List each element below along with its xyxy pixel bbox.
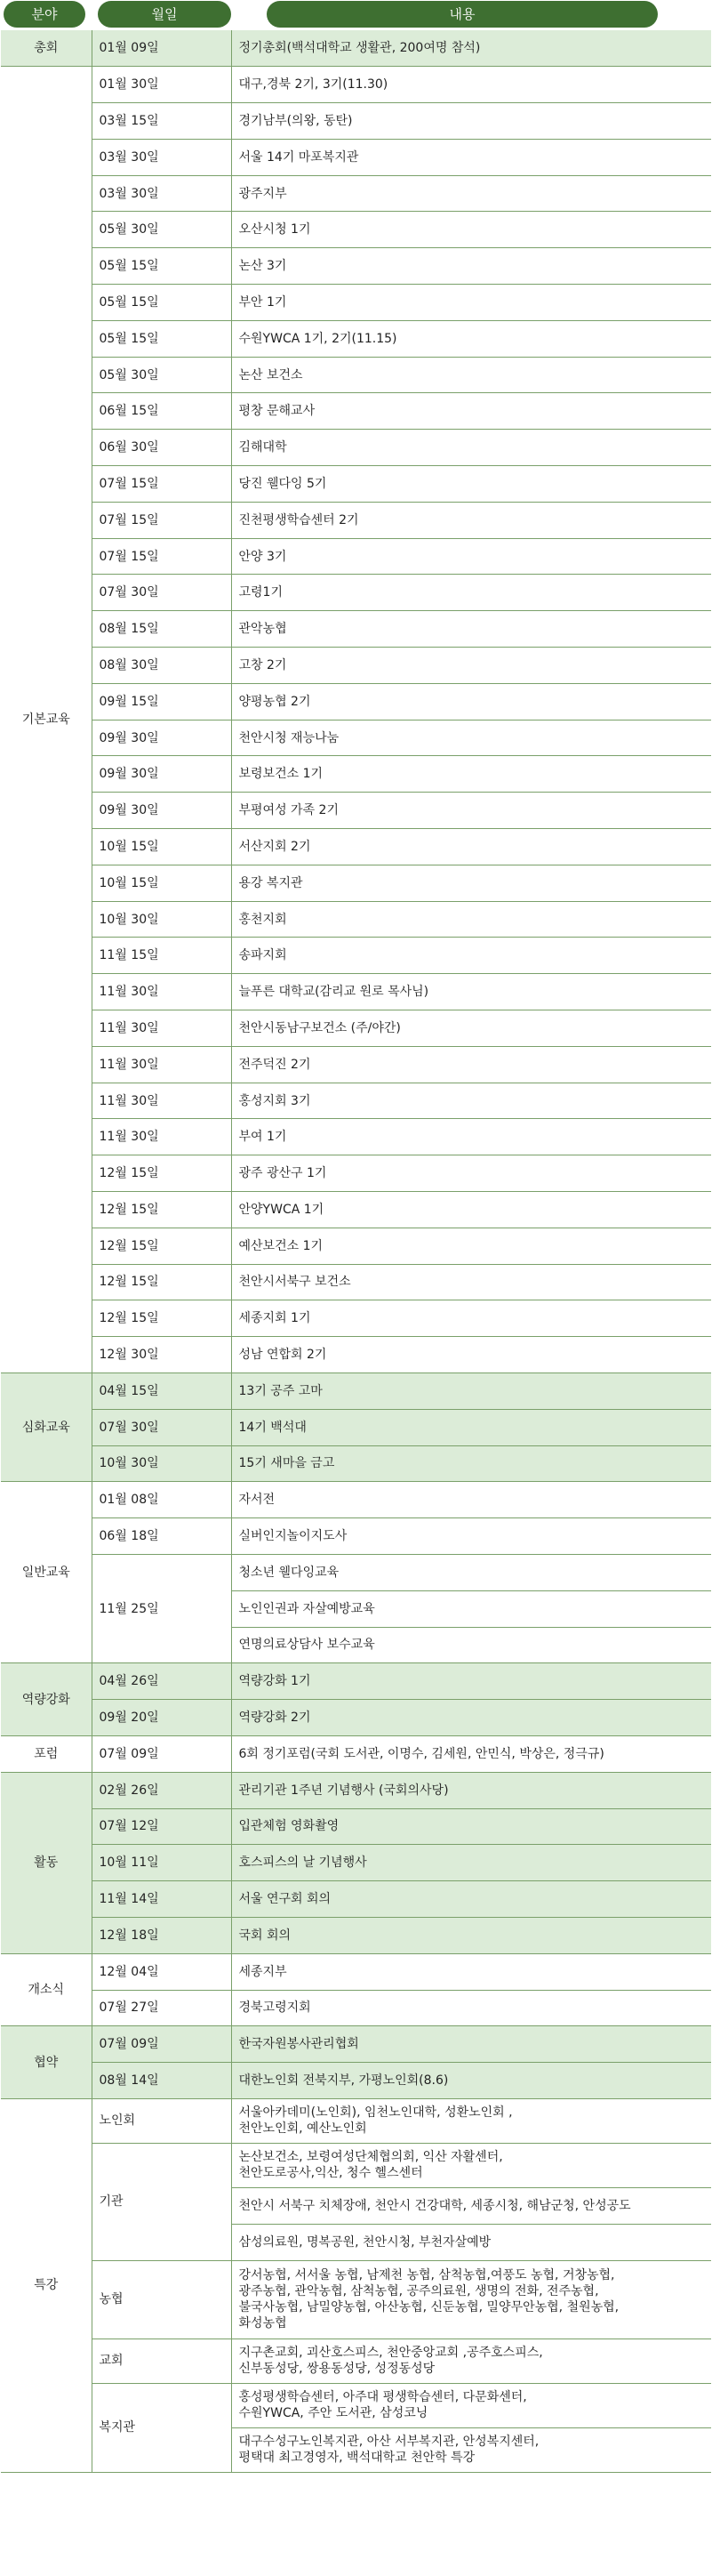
- date-cell: 09월 30일: [92, 756, 231, 793]
- content-cell: 평창 문해교사: [231, 393, 711, 430]
- table-row: [1, 466, 711, 503]
- date-cell: 11월 30일: [92, 974, 231, 1010]
- date-cell: 12월 04일: [92, 1953, 231, 1990]
- content-cell: 용강 복지관: [231, 865, 711, 901]
- table-row: [1, 67, 711, 103]
- date-cell: 04월 26일: [92, 1663, 231, 1700]
- date-cell: 11월 30일: [92, 1010, 231, 1047]
- table-row: [1, 1663, 711, 1700]
- subcategory-cell: 노인회: [92, 2098, 231, 2143]
- content-cell: 6회 정기포럼(국회 도서관, 이명수, 김세원, 안민식, 박상은, 정극규): [231, 1735, 711, 1772]
- date-cell: 07월 30일: [92, 575, 231, 611]
- content-cell: 청소년 웰다잉교육: [231, 1554, 711, 1590]
- date-cell: 07월 12일: [92, 1808, 231, 1845]
- content-cell: 논산 보건소: [231, 357, 711, 393]
- date-cell: 05월 30일: [92, 357, 231, 393]
- content-cell: 논산 3기: [231, 248, 711, 285]
- subcategory-cell: 교회: [92, 2339, 231, 2383]
- table-header: [0, 0, 712, 30]
- content-cell: 안양YWCA 1기: [231, 1192, 711, 1228]
- table-row: [1, 2339, 711, 2383]
- content-cell: 세종지회 1기: [231, 1300, 711, 1337]
- date-cell: 07월 27일: [92, 1990, 231, 2026]
- date-cell: 01월 08일: [92, 1482, 231, 1518]
- content-cell: 고창 2기: [231, 648, 711, 684]
- table-row: [1, 212, 711, 248]
- date-cell: 10월 11일: [92, 1845, 231, 1881]
- date-cell: 11월 30일: [92, 1083, 231, 1119]
- table-row: [1, 1192, 711, 1228]
- table-row: [1, 865, 711, 901]
- content-cell: 부여 1기: [231, 1119, 711, 1155]
- date-cell: 06월 30일: [92, 430, 231, 466]
- date-cell: 12월 15일: [92, 1228, 231, 1264]
- date-cell: 12월 15일: [92, 1192, 231, 1228]
- table-row: [1, 175, 711, 212]
- date-cell: 11월 30일: [92, 1119, 231, 1155]
- content-cell: 14기 백석대: [231, 1409, 711, 1445]
- content-cell: 국회 회의: [231, 1917, 711, 1953]
- category-cell: 특강: [1, 2098, 92, 2472]
- table-row: [1, 502, 711, 538]
- date-cell: 05월 15일: [92, 320, 231, 357]
- date-cell: 07월 15일: [92, 502, 231, 538]
- content-cell: 대구,경북 2기, 3기(11.30): [231, 67, 711, 103]
- date-cell: 11월 25일: [92, 1554, 231, 1662]
- table-row: [1, 648, 711, 684]
- table-row: [1, 1735, 711, 1772]
- content-cell: 입관체험 영화촬영: [231, 1808, 711, 1845]
- date-cell: 10월 15일: [92, 829, 231, 865]
- date-cell: 01월 09일: [92, 30, 231, 67]
- content-cell: 진천평생학습센터 2기: [231, 502, 711, 538]
- date-cell: 06월 18일: [92, 1518, 231, 1555]
- date-cell: 09월 20일: [92, 1700, 231, 1736]
- content-cell: 홍성지회 3기: [231, 1083, 711, 1119]
- content-cell: 당진 웰다잉 5기: [231, 466, 711, 503]
- date-cell: 08월 30일: [92, 648, 231, 684]
- table-row: [1, 1228, 711, 1264]
- content-cell: 천안시청 재능나눔: [231, 720, 711, 756]
- date-cell: 07월 09일: [92, 2026, 231, 2063]
- content-cell: 역량강화 1기: [231, 1663, 711, 1700]
- table-row: [1, 1990, 711, 2026]
- table-row: [1, 1808, 711, 1845]
- date-cell: 09월 30일: [92, 720, 231, 756]
- table-row: [1, 1373, 711, 1409]
- content-cell: 호스피스의 날 기념행사: [231, 1845, 711, 1881]
- table-row: [1, 139, 711, 175]
- date-cell: 12월 30일: [92, 1337, 231, 1373]
- table-row: [1, 1482, 711, 1518]
- date-cell: 03월 30일: [92, 139, 231, 175]
- date-cell: 11월 30일: [92, 1046, 231, 1083]
- table-row: [1, 1010, 711, 1047]
- content-cell: 실버인지놀이지도사: [231, 1518, 711, 1555]
- category-cell: 포럼: [1, 1735, 92, 1772]
- date-cell: 08월 14일: [92, 2063, 231, 2099]
- date-cell: 03월 15일: [92, 103, 231, 140]
- content-cell: 부안 1기: [231, 285, 711, 321]
- content-cell: 자서전: [231, 1482, 711, 1518]
- category-cell: 심화교육: [1, 1373, 92, 1481]
- table-row: [1, 357, 711, 393]
- date-cell: 05월 30일: [92, 212, 231, 248]
- content-cell: 보령보건소 1기: [231, 756, 711, 793]
- content-cell: 홍성평생학습센터, 아주대 평생학습센터, 다문화센터, 수원YWCA, 주안 도서관, 삼성코닝: [231, 2383, 711, 2427]
- content-cell: 천안시 서북구 치체장애, 천안시 건강대학, 세종시청, 해남군청, 안성공도: [231, 2187, 711, 2224]
- date-cell: 11월 14일: [92, 1881, 231, 1918]
- content-cell: 삼성의료원, 명복공원, 천안시청, 부천자살예방: [231, 2224, 711, 2260]
- table-row: [1, 1554, 711, 1590]
- content-cell: 홍천지회: [231, 901, 711, 938]
- table-row: [1, 103, 711, 140]
- content-cell: 고령1기: [231, 575, 711, 611]
- content-cell: 예산보건소 1기: [231, 1228, 711, 1264]
- content-cell: 광주지부: [231, 175, 711, 212]
- content-cell: 논산보건소, 보령여성단체협의회, 익산 자활센터, 천안도로공사,익산, 청수 헬스센터: [231, 2143, 711, 2187]
- table-row: [1, 1845, 711, 1881]
- date-cell: 01월 30일: [92, 67, 231, 103]
- content-cell: 서울 연구회 회의: [231, 1881, 711, 1918]
- subcategory-cell: 기관: [92, 2143, 231, 2260]
- content-cell: 김해대학: [231, 430, 711, 466]
- header-content: 내용: [267, 1, 658, 28]
- date-cell: 09월 30일: [92, 793, 231, 829]
- table-row: [1, 2260, 711, 2339]
- table-row: [1, 938, 711, 974]
- table-row: [1, 1881, 711, 1918]
- subcategory-cell: 농협: [92, 2260, 231, 2339]
- date-cell: 11월 15일: [92, 938, 231, 974]
- content-cell: 연명의료상담사 보수교육: [231, 1627, 711, 1663]
- date-cell: 08월 15일: [92, 611, 231, 648]
- date-cell: 12월 15일: [92, 1155, 231, 1192]
- content-cell: 송파지회: [231, 938, 711, 974]
- content-cell: 지구촌교회, 괴산호스피스, 천안중앙교회 ,공주호스피스, 신부동성당, 쌍용동성당, 성정동성당: [231, 2339, 711, 2383]
- content-cell: 서산지회 2기: [231, 829, 711, 865]
- date-cell: 07월 15일: [92, 538, 231, 575]
- table-row: [1, 1155, 711, 1192]
- table-row: [1, 1772, 711, 1808]
- content-cell: 광주 광산구 1기: [231, 1155, 711, 1192]
- table-row: [1, 1518, 711, 1555]
- content-cell: 관리기관 1주년 기념행사 (국회의사당): [231, 1772, 711, 1808]
- table-row: [1, 901, 711, 938]
- table-row: [1, 611, 711, 648]
- table-row: [1, 1337, 711, 1373]
- table-row: [1, 974, 711, 1010]
- date-cell: 09월 15일: [92, 683, 231, 720]
- date-cell: 10월 15일: [92, 865, 231, 901]
- date-cell: 05월 15일: [92, 248, 231, 285]
- content-cell: 안양 3기: [231, 538, 711, 575]
- content-cell: 서울아카데미(노인회), 임천노인대학, 성환노인회 , 천안노인회, 예산노인회: [231, 2098, 711, 2143]
- date-cell: 03월 30일: [92, 175, 231, 212]
- date-cell: 10월 30일: [92, 901, 231, 938]
- content-cell: 부평여성 가족 2기: [231, 793, 711, 829]
- content-cell: 역량강화 2기: [231, 1700, 711, 1736]
- content-cell: 세종지부: [231, 1953, 711, 1990]
- table-row: [1, 1119, 711, 1155]
- content-cell: 서울 14기 마포복지관: [231, 139, 711, 175]
- table-row: [1, 2383, 711, 2427]
- date-cell: 04월 15일: [92, 1373, 231, 1409]
- content-cell: 한국자원봉사관리협회: [231, 2026, 711, 2063]
- content-cell: 경북고령지회: [231, 1990, 711, 2026]
- table-row: [1, 320, 711, 357]
- category-cell: 역량강화: [1, 1663, 92, 1736]
- date-cell: 07월 15일: [92, 466, 231, 503]
- table-row: [1, 430, 711, 466]
- content-cell: 노인인권과 자살예방교육: [231, 1590, 711, 1627]
- date-cell: 12월 15일: [92, 1300, 231, 1337]
- table-row: [1, 1300, 711, 1337]
- category-cell: 기본교육: [1, 67, 92, 1373]
- table-row: [1, 2143, 711, 2187]
- subcategory-cell: 복지관: [92, 2383, 231, 2472]
- date-cell: 07월 30일: [92, 1409, 231, 1445]
- date-cell: 12월 15일: [92, 1264, 231, 1300]
- date-cell: 10월 30일: [92, 1445, 231, 1482]
- table-row: [1, 2098, 711, 2143]
- date-cell: 07월 09일: [92, 1735, 231, 1772]
- content-cell: 강서농협, 서서울 농협, 남제천 농협, 삼척농협,여풍도 농협, 거창농협, 광주농협, 관악농협, 삼척농협, 공주의료원, 생명의 전화, 전주농협, 불국사농협, 남밀양농협, 아산농협, 신둔농협, 밀양무안농협, 철원농협, 화성농협: [231, 2260, 711, 2339]
- content-cell: 늘푸른 대학교(감리교 원로 목사님): [231, 974, 711, 1010]
- table-row: [1, 756, 711, 793]
- content-cell: 오산시청 1기: [231, 212, 711, 248]
- content-cell: 정기총회(백석대학교 생활관, 200여명 참석): [231, 30, 711, 67]
- date-cell: 06월 15일: [92, 393, 231, 430]
- content-cell: 15기 새마을 금고: [231, 1445, 711, 1482]
- date-cell: 02월 26일: [92, 1772, 231, 1808]
- table-row: [1, 538, 711, 575]
- category-cell: 활동: [1, 1772, 92, 1953]
- table-row: [1, 720, 711, 756]
- content-cell: 천안시서북구 보건소: [231, 1264, 711, 1300]
- header-category: 분야: [4, 1, 85, 28]
- category-cell: 총회: [1, 30, 92, 67]
- table-row: [1, 575, 711, 611]
- content-cell: 경기남부(의왕, 동탄): [231, 103, 711, 140]
- table-row: [1, 285, 711, 321]
- table-row: [1, 30, 711, 67]
- content-cell: 대구수성구노인복지관, 아산 서부복지관, 안성복지센터, 평택대 최고경영자, 백석대학교 천안학 특강: [231, 2427, 711, 2472]
- content-cell: 관악농협: [231, 611, 711, 648]
- content-cell: 수원YWCA 1기, 2기(11.15): [231, 320, 711, 357]
- table-row: [1, 393, 711, 430]
- table-row: [1, 2026, 711, 2063]
- content-cell: 전주덕진 2기: [231, 1046, 711, 1083]
- content-cell: 천안시동남구보건소 (주/야간): [231, 1010, 711, 1047]
- table-row: [1, 793, 711, 829]
- table-row: [1, 829, 711, 865]
- table-row: [1, 1083, 711, 1119]
- date-cell: 05월 15일: [92, 285, 231, 321]
- content-cell: 13기 공주 고마: [231, 1373, 711, 1409]
- table-row: [1, 1953, 711, 1990]
- content-cell: 양평농협 2기: [231, 683, 711, 720]
- table-row: [1, 248, 711, 285]
- table-row: [1, 1046, 711, 1083]
- content-cell: 대한노인회 전북지부, 가평노인회(8.6): [231, 2063, 711, 2099]
- category-cell: 개소식: [1, 1953, 92, 2026]
- table-row: [1, 1445, 711, 1482]
- table-row: [1, 2063, 711, 2099]
- table-row: [1, 683, 711, 720]
- category-cell: 일반교육: [1, 1482, 92, 1663]
- date-cell: 12월 18일: [92, 1917, 231, 1953]
- table-row: [1, 1264, 711, 1300]
- header-month-day: 월일: [98, 1, 231, 28]
- category-cell: 협약: [1, 2026, 92, 2099]
- content-cell: 성남 연합회 2기: [231, 1337, 711, 1373]
- table-row: [1, 1409, 711, 1445]
- table-row: [1, 1700, 711, 1736]
- table-row: [1, 1917, 711, 1953]
- activity-table: [1, 30, 711, 2473]
